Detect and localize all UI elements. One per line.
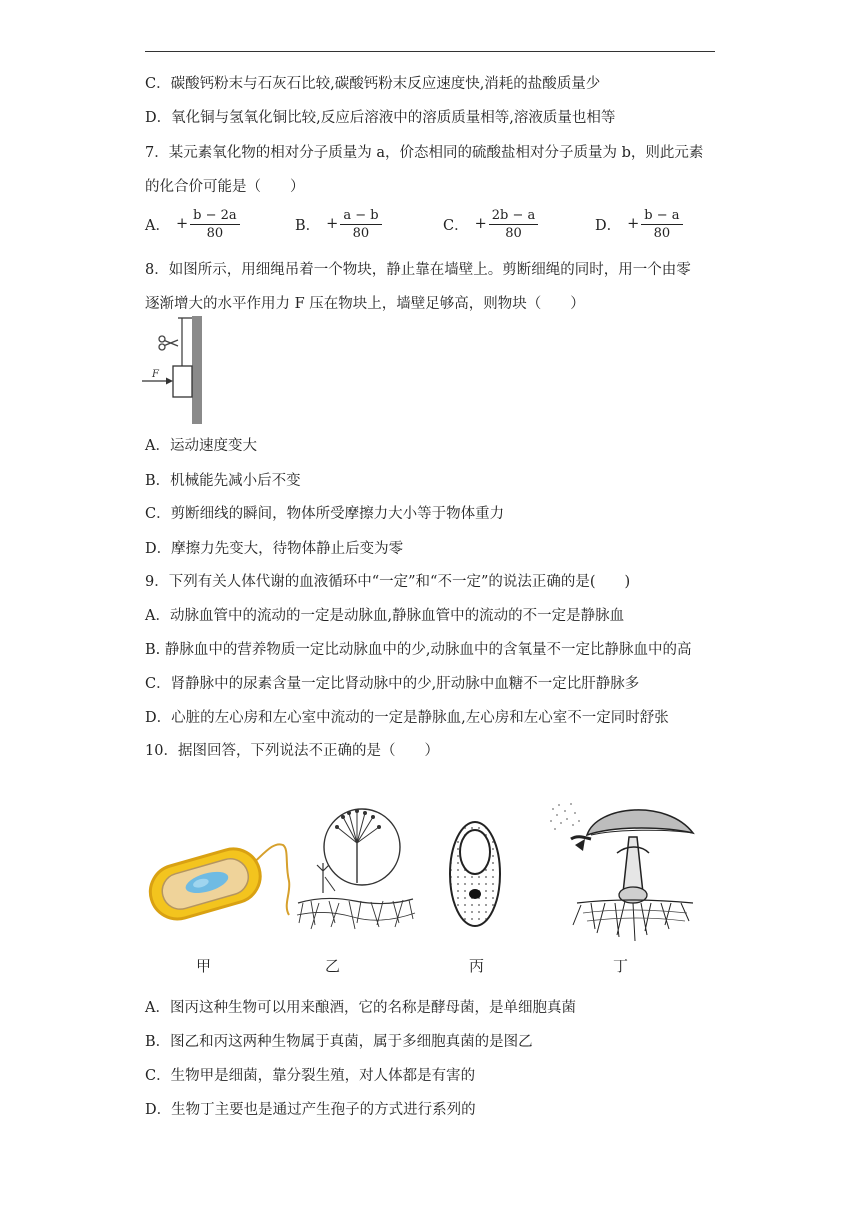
bacterium-illustration [143,835,293,925]
sign: + [175,216,189,232]
sign: + [474,216,487,232]
q9-option-c: C．肾静脉中的尿素含量一定比肾动脉中的少,肝动脉中血糖不一定比肝静脉多 [145,676,640,692]
q10-stem: 10．据图回答，下列说法不正确的是（ ） [145,743,439,759]
q10-option-a: A．图丙这种生物可以用来酿酒，它的名称是酵母菌，是单细胞真菌 [145,1000,576,1016]
q9-option-a: A．动脉血管中的流动的一定是动脉血,静脉血管中的流动的不一定是静脉血 [145,608,625,624]
q7-option-a [145,203,240,245]
option-label: B． [295,217,321,234]
q7-options [145,203,705,245]
force-arrowhead [166,378,173,385]
numerator: b − a [641,207,682,225]
denominator: 80 [352,225,370,241]
option-label: D． [595,217,622,234]
numerator: 2b − a [489,207,539,225]
denominator: 80 [206,225,224,241]
q8-option-d: D．摩擦力先变大，待物体静止后变为零 [145,541,404,557]
q7-stem-line1: 7．某元素氧化物的相对分子质量为 a，价态相同的硫酸盐相对分子质量为 b，则此元素 [145,145,704,161]
q7-option-d [595,203,683,245]
header-rule [145,51,715,52]
caption-jia: 甲 [196,957,212,975]
q7-option-c [443,203,538,245]
fraction [340,207,381,242]
numerator: b − 2a [190,207,240,225]
q8-stem-line2: 逐渐增大的水平作用力 F 压在物块上，墙壁足够高，则物块（ ） [145,296,585,312]
q9-option-d: D．心脏的左心房和左心室中流动的一定是静脉血,左心房和左心室不一定同时舒张 [145,710,669,726]
q7-option-b [295,203,382,245]
fraction [641,207,682,242]
denominator: 80 [505,225,522,241]
scissors-icon [159,336,178,350]
q8-stem-line1: 8．如图所示，用细绳吊着一个物块，静止靠在墙壁上。剪断细绳的同时，用一个由零 [145,262,691,278]
mould-illustration [295,805,420,935]
numerator: a − b [340,207,381,225]
q6-option-c: C．碳酸钙粉末与石灰石比较,碳酸钙粉末反应速度快,消耗的盐酸质量少 [145,76,601,92]
block [173,366,192,397]
denominator: 80 [653,225,671,241]
q10-option-d: D．生物丁主要也是通过产生孢子的方式进行系列的 [145,1102,476,1118]
q6-option-d: D．氧化铜与氢氧化铜比较,反应后溶液中的溶质质量相等,溶液质量也相等 [145,110,616,126]
caption-yi: 乙 [325,957,341,975]
q8-option-c: C．剪断细线的瞬间，物体所受摩擦力大小等于物体重力 [145,506,505,522]
fraction [190,207,240,242]
sign: + [326,216,339,232]
q8-option-b: B．机械能先减小后不变 [145,473,301,489]
force-label: F [152,369,159,380]
q8-wall-block-figure [140,314,206,426]
wall [192,316,202,424]
fraction [489,207,539,242]
q9-option-b: B. 静脉血中的营养物质一定比动脉血中的少,动脉血中的含氧量不一定比静脉血中的高 [145,642,692,658]
q10-option-b: B．图乙和丙这两种生物属于真菌，属于多细胞真菌的是图乙 [145,1034,533,1050]
yeast-cell-illustration [448,818,503,930]
q10-option-c: C．生物甲是细菌，靠分裂生殖，对人体都是有害的 [145,1068,476,1084]
caption-bing: 丙 [469,957,485,975]
sign: + [627,216,640,232]
option-label: A． [145,217,170,234]
q9-stem: 9．下列有关人体代谢的血液循环中“一定”和“不一定”的说法正确的是( ) [145,574,631,590]
caption-ding: 丁 [613,957,629,975]
mushroom-illustration [547,795,697,943]
option-label: C． [443,217,469,234]
q8-option-a: A．运动速度变大 [145,438,257,454]
q7-stem-line2: 的化合价可能是（ ） [145,179,305,195]
